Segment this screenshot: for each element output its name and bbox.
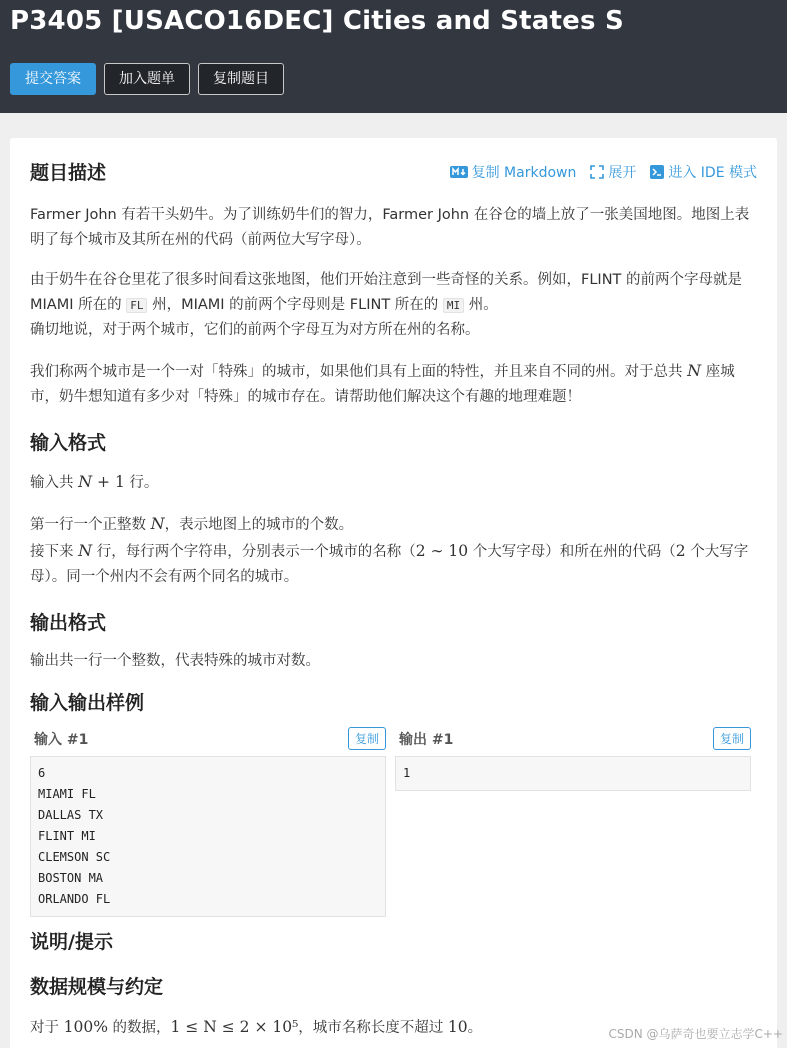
expand-label: 展开 xyxy=(608,164,637,181)
desc-p2-text-d: 确切地说，对于两个城市，它们的前两个字母互为对方所在州的名称。 xyxy=(30,322,480,338)
input-p2-text-a: 第一行一个正整数 xyxy=(30,517,151,533)
sample-input-header xyxy=(30,725,386,752)
input-format-heading: 输入格式 xyxy=(30,432,107,454)
math-n: N xyxy=(78,541,93,560)
copy-markdown-label: 复制 Markdown xyxy=(471,164,577,181)
hint-text-d: 。 xyxy=(467,1020,483,1036)
output-format-paragraph: 输出共一行一个整数，代表特殊的城市对数。 xyxy=(30,653,320,669)
math-constraint: 1 ≤ N ≤ 2 × 10⁵ xyxy=(170,1018,299,1036)
output-format-heading: 输出格式 xyxy=(30,612,107,634)
math-range: 2 ∼ 10 xyxy=(415,542,469,560)
copy-markdown-link[interactable] xyxy=(450,162,577,182)
input-p1-text-a: 输入共 xyxy=(30,475,79,491)
ide-mode-link[interactable] xyxy=(650,162,757,182)
sample-output-column xyxy=(395,725,751,917)
input-format-paragraph-2 xyxy=(30,511,757,590)
add-to-list-button[interactable]: 加入题单 xyxy=(104,63,190,95)
copy-input-button[interactable]: 复制 xyxy=(348,727,386,750)
math-plus-one: + 1 xyxy=(92,473,125,491)
math-n: N xyxy=(78,472,93,491)
terminal-icon xyxy=(650,165,664,179)
input-p3-text-a: 接下来 xyxy=(30,544,79,560)
input-p2-text-b: ，表示地图上的城市的个数。 xyxy=(164,517,354,533)
sample-input-column xyxy=(30,725,386,917)
expand-icon xyxy=(590,165,604,179)
input-format-paragraph-1 xyxy=(30,469,757,496)
hint-heading: 说明/提示 xyxy=(30,931,113,953)
csdn-watermark: CSDN @乌萨奇也要立志学C++ xyxy=(608,1027,783,1041)
desc-p2-text-b: 州，MIAMI 的前两个字母则是 FLINT 所在的 xyxy=(147,297,443,313)
description-heading: 题目描述 xyxy=(30,162,107,184)
sample-input-label: 输入 #1 xyxy=(34,731,89,748)
input-p3-text-d: 个大写字母）。同一个州内不会有两个同名的城市。 xyxy=(30,544,749,585)
math-n: N xyxy=(150,514,165,533)
ide-mode-label: 进入 IDE 模式 xyxy=(668,164,757,181)
submit-button[interactable]: 提交答案 xyxy=(10,63,96,95)
hint-text-c: ，城市名称长度不超过 xyxy=(298,1020,448,1036)
input-p3-text-b: 行，每行两个字符串，分别表示一个城市的名称（ xyxy=(92,544,416,560)
sample-output-header xyxy=(395,725,751,752)
samples-heading: 输入输出样例 xyxy=(30,692,145,714)
problem-title: P3405 [USACO16DEC] Cities and States S xyxy=(10,6,624,36)
input-p1-text-b: 行。 xyxy=(124,475,159,491)
description-header xyxy=(30,158,757,185)
description-paragraph-3 xyxy=(30,358,757,410)
math-percent: 100% xyxy=(63,1018,108,1036)
copy-output-button[interactable]: 复制 xyxy=(713,727,751,750)
desc-p2-text-c: 州。 xyxy=(464,297,498,313)
problem-tools xyxy=(450,162,757,182)
state-code-fl: FL xyxy=(126,298,147,313)
desc-p3-text-b: 座城市，奶牛想知道有多少对「特殊」的城市存在。请帮助他们解决这个有趣的地理难题！ xyxy=(30,364,735,405)
sample-input-box[interactable]: 6 MIAMI FL DALLAS TX FLINT MI CLEMSON SC BOSTON MA ORLANDO FL xyxy=(30,756,386,917)
sample-output-box[interactable]: 1 xyxy=(395,756,751,791)
math-ten: 10 xyxy=(447,1018,468,1036)
description-paragraph-1: Farmer John 有若干头奶牛。为了训练奶牛们的智力，Farmer John 在谷仓的墙上放了一张美国地图。地图上表明了每个城市及其所在州的代码（前两位大写字母）。 xyxy=(30,207,750,248)
input-p3-text-c: 个大写字母）和所在州的代码（ xyxy=(468,544,676,560)
problem-card xyxy=(10,138,777,1048)
hint-text-a: 对于 xyxy=(30,1020,64,1036)
state-code-mi: MI xyxy=(443,298,464,313)
hint-text-b: 的数据， xyxy=(107,1020,171,1036)
samples-area xyxy=(30,725,757,917)
action-bar xyxy=(10,63,777,95)
math-two: 2 xyxy=(675,542,686,560)
desc-p3-text-a: 我们称两个城市是一个一对「特殊」的城市，如果他们具有上面的特性，并且来自不同的州。对于总共 xyxy=(30,364,688,380)
markdown-icon xyxy=(450,166,468,178)
problem-header xyxy=(0,0,787,113)
expand-link[interactable] xyxy=(590,162,636,182)
description-paragraph-2 xyxy=(30,268,757,343)
sample-output-label: 输出 #1 xyxy=(399,731,454,748)
copy-problem-button[interactable]: 复制题目 xyxy=(198,63,284,95)
desc-p2-text-a: 由于奶牛在谷仓里花了很多时间看这张地图，他们开始注意到一些奇怪的关系。例如，FLINT 的前两个字母就是 MIAMI 所在的 xyxy=(30,272,743,313)
data-range-heading: 数据规模与约定 xyxy=(30,976,164,998)
math-n: N xyxy=(687,361,702,380)
